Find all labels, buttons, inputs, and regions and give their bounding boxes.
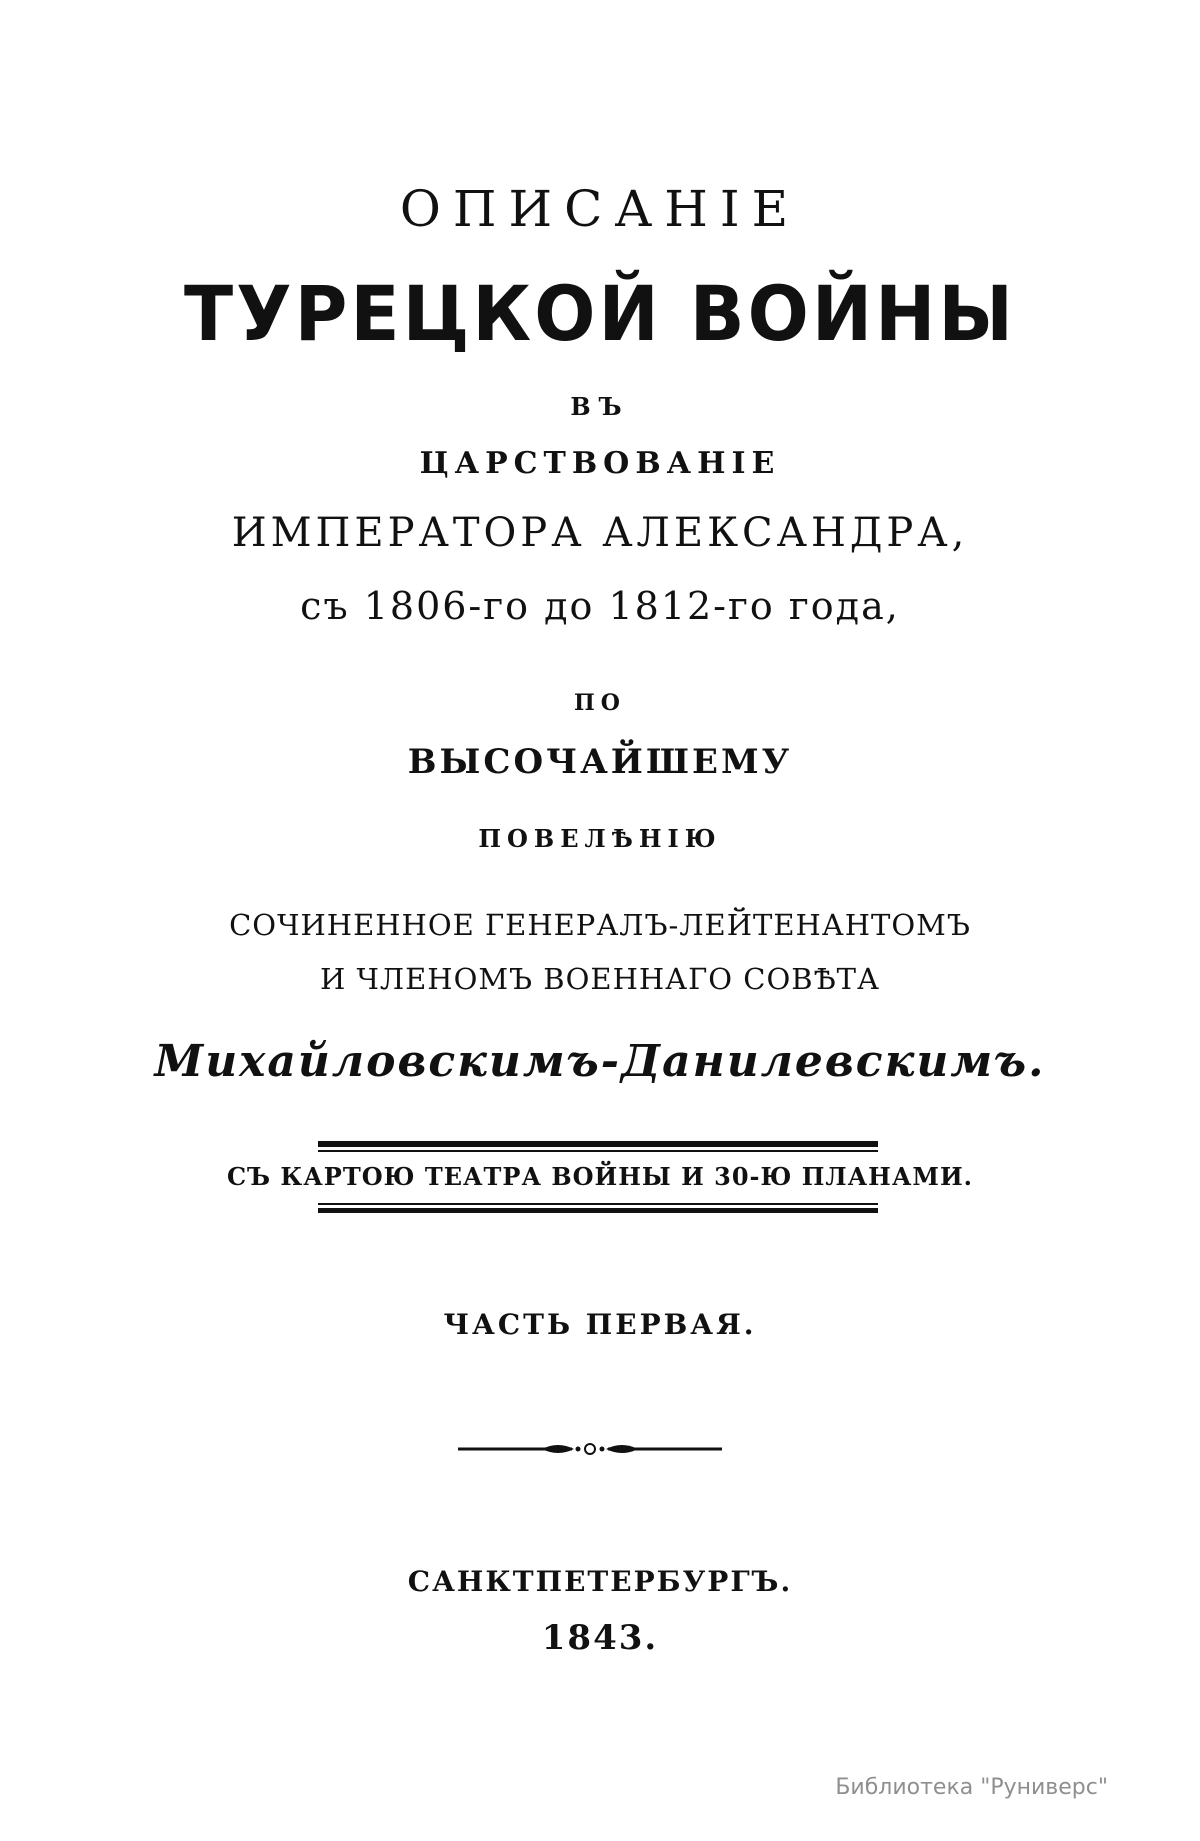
- years-line: съ 1806-го до 1812-го года,: [300, 584, 900, 628]
- part-label: ЧАСТЬ ПЕРВАЯ.: [443, 1308, 757, 1341]
- tsarstvovanie-line: ЦАРСТВОВАНІЕ: [419, 446, 781, 481]
- top-thin-rule: [318, 1150, 878, 1152]
- library-watermark: Библиотека "Руниверс": [835, 1775, 1108, 1800]
- author-council-line: И ЧЛЕНОМЪ ВОЕННАГО СОВѢТА: [320, 962, 880, 996]
- publication-city: САНКТПЕТЕРБУРГЪ.: [407, 1565, 793, 1598]
- author-name: Михайловскимъ-Данилевскимъ.: [154, 1036, 1046, 1087]
- preposition-v: ВЪ: [570, 392, 630, 421]
- publication-year: 1843.: [541, 1618, 659, 1658]
- vysochayshemu-line: ВЫСОЧАЙШЕМУ: [407, 742, 793, 782]
- preposition-po: ПО: [574, 690, 626, 716]
- imperator-line: ИМПЕРАТОРА АЛЕКСАНДРА,: [231, 510, 969, 556]
- top-thick-rule: [318, 1141, 878, 1147]
- povelenyu-line: ПОВЕЛѢНІЮ: [478, 824, 722, 853]
- main-title: ТУРЕЦКОЙ ВОЙНЫ: [184, 269, 1016, 359]
- author-rank-line: СОЧИНЕННОЕ ГЕНЕРАЛЪ-ЛЕЙТЕНАНТОМЪ: [229, 908, 971, 942]
- opisanie-heading: ОПИСАНІЕ: [399, 180, 801, 238]
- ornament-divider-icon: [450, 1438, 730, 1460]
- bottom-thick-rule: [318, 1208, 878, 1213]
- maps-note: СЪ КАРТОЮ ТЕАТРА ВОЙНЫ И 30-Ю ПЛАНАМИ.: [227, 1162, 973, 1191]
- bottom-thin-rule: [318, 1203, 878, 1205]
